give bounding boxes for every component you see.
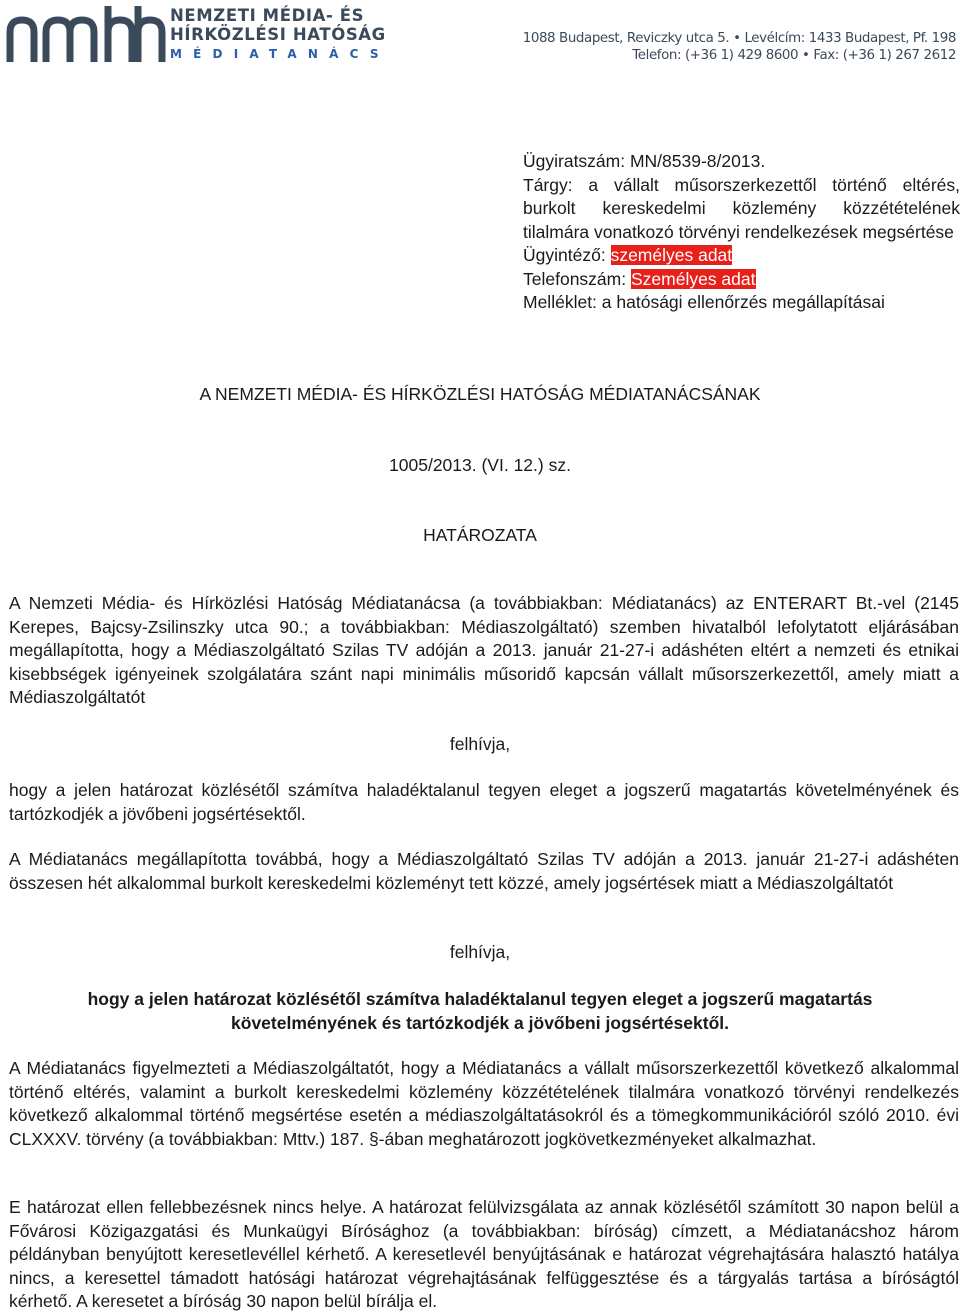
p1-defined-term: Médiaszolgáltató <box>461 616 593 637</box>
p1-text-b: ) szemben hivatalból lefolytatott eljárásában megállapította, hogy a Médiaszolgáltató Szilas TV adóján a 2013. január 21-27-i adáshéten eltért a nemzeti és etnikai kisebbségek igényeinek szolgálatára szánt napi minimális műsoridő kapcsán vállalt műsorszerkezettől, amely miatt a Médiaszolgáltatót <box>9 616 959 708</box>
p3-text-c: -ában meghatározott jogkövetkezményeket alkalmazhat. <box>378 1128 817 1149</box>
paragraph-4: E határozat ellen fellebbezésnek nincs helye. A határozat felülvizsgálata az annak közlésétől számított 30 napon belül a Fővárosi Közigazgatási és Munkaügyi Bírósághoz (a továbbiakban: bíróság) címzett, a Médiatanácshoz három példányban benyújtott keresetlevéllel kérhető. A keresetlevél benyújtásának e határozat végrehajtására halasztó hatálya nincs, a keresettel támadott hatósági határozat végrehajtásának felfüggesztése és a tárgyalás tartása a bíróságtól kérhető. A keresetet a bíróság 30 napon belül bírálja el. <box>9 1197 959 1312</box>
call-to-action-2: felhívja, <box>449 942 511 962</box>
phone <box>523 268 960 292</box>
section-sign: § <box>368 1128 379 1149</box>
attachment-label: Melléklet: <box>523 292 597 312</box>
order-2: hogy a jelen határozat közlésétől számítva haladéktalanul tegyen eleget a jogszerű magatartás követelményének és tartózkodjék a jövőbeni jogsértésektől. <box>87 989 873 1033</box>
contact-address: 1088 Budapest, Reviczky utca 5. • Levélcím: 1433 Budapest, Pf. 198 <box>522 31 956 46</box>
phone-redacted: Személyes adat <box>630 268 756 289</box>
handler-redacted: személyes adat <box>610 245 733 265</box>
paragraph-1 <box>9 592 959 710</box>
org-name-line2: HÍRKÖZLÉSI HATÓSÁG <box>170 25 386 44</box>
authority-heading: A NEMZETI MÉDIA- ÉS HÍRKÖZLÉSI HATÓSÁG MÉDIATANÁCSÁNAK <box>199 384 761 404</box>
handler-label: Ügyintéző: <box>523 245 606 265</box>
nmhh-logo-mark <box>6 2 166 64</box>
p3-defined-term: Mttv. <box>282 1128 320 1149</box>
phone-label: Telefonszám: <box>523 268 627 289</box>
org-name-line1: NEMZETI MÉDIA- ÉS <box>170 6 365 25</box>
attachment <box>523 291 960 315</box>
paragraph-2: A Médiatanács megállapította továbbá, hogy a Médiaszolgáltató Szilas TV adóján a 2013. január 21-27-i adáshéten összesen hét alkalommal burkolt kereskedelmi közleményt tett közzé, amely jogsértések miatt a Médiaszolgáltatót <box>9 849 959 893</box>
decision-title: HATÁROZATA <box>423 525 537 545</box>
case-label: Ügyiratszám: <box>523 151 626 171</box>
attachment-value: a hatósági ellenőrzés megállapításai <box>596 292 885 312</box>
call-to-action-1: felhívja, <box>449 734 511 754</box>
subject-label: Tárgy: <box>523 174 573 195</box>
p1-text-a: A Nemzeti Média- és Hírközlési Hatóság Médiatanácsa (a továbbiakban: Médiatanács) az ENTERART Bt.-vel (2145 Kerepes, Bajcsy-Zsilinszky utca 90.; a továbbiakban: <box>9 593 959 637</box>
p3-text-b: ) 187. <box>319 1128 369 1149</box>
paragraph-3 <box>9 1057 959 1151</box>
subject-value: a vállalt műsorszerkezettől történő eltérés, burkolt kereskedelmi közlemény közzétételének tilalmára vonatkozó törvényi rendelkezések megsértése <box>523 174 960 242</box>
org-name <box>170 6 390 61</box>
contact-info <box>523 30 956 64</box>
case-value: MN/8539-8/2013. <box>625 151 766 171</box>
p3-text-a: A Médiatanács figyelmezteti a Médiaszolgáltatót, hogy a Médiatanács a vállalt műsorszerkezettől következő alkalommal történő eltérés, valamint a burkolt kereskedelmi közlemény közzétételének tilalmára vonatkozó törvényi rendelkezés következő alkalommal történő megsértése esetén a médiaszolgáltatásokról és a tömegkommunikációról szóló 2010. évi CLXXXV. törvény (a továbbiakban: <box>9 1058 959 1149</box>
document-meta <box>523 150 960 315</box>
case-number <box>523 150 960 174</box>
order-1: hogy a jelen határozat közlésétől számítva haladéktalanul tegyen eleget a jogszerű magatartás követelményének és tartózkodjék a jövőbeni jogsértésektől. <box>9 780 959 824</box>
contact-phone: Telefon: (+36 1) 429 8600 • Fax: (+36 1) 267 2612 <box>632 48 956 63</box>
handler <box>523 244 960 268</box>
letterhead <box>0 0 960 80</box>
org-subtitle: MÉDIATANÁCS <box>170 47 390 61</box>
decision-number: 1005/2013. (VI. 12.) sz. <box>389 455 571 475</box>
subject <box>523 174 960 245</box>
